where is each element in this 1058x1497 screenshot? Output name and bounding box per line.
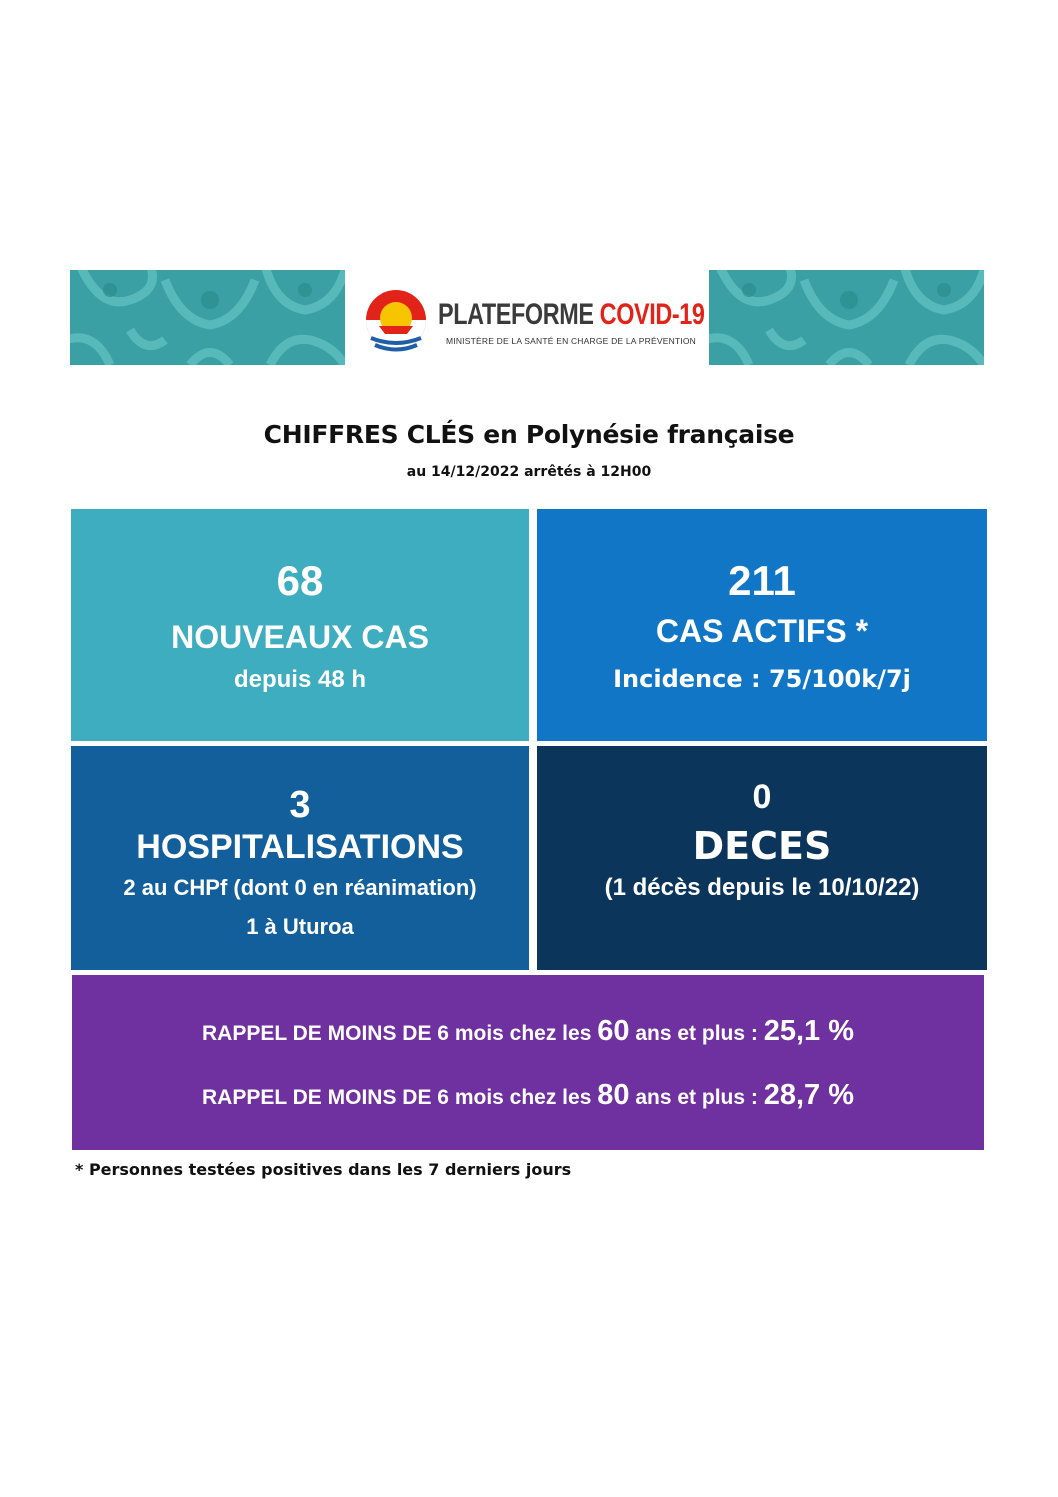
new-cases-detail: depuis 48 h (233, 666, 367, 693)
brand-name: PLATEFORME COVID-19 (438, 298, 705, 331)
tile-booster (72, 975, 984, 1150)
header-banner (70, 270, 983, 365)
active-cases-label: CAS ACTIFS * (655, 613, 869, 649)
polynesian-pattern-left (70, 270, 345, 365)
tile-deaths (537, 746, 987, 970)
booster-row-80 (72, 1079, 984, 1112)
footnote: * Personnes testées positives dans les 7 derniers jours (75, 1160, 572, 1179)
hospitalisations-value: 3 (289, 784, 311, 826)
booster-80-prefix: RAPPEL DE MOINS DE 6 mois chez les (201, 1086, 592, 1109)
page-title: CHIFFRES CLÉS en Polynésie française (263, 420, 795, 449)
report-date: au 14/12/2022 arrêtés à 12H00 (406, 464, 652, 480)
polynesian-pattern-right (709, 270, 984, 365)
booster-60-value: 25,1 % (763, 1015, 855, 1047)
deaths-value: 0 (752, 778, 772, 816)
polynesia-emblem-icon (365, 284, 427, 356)
booster-60-suffix: ans et plus : (635, 1022, 758, 1045)
active-cases-value: 211 (728, 557, 796, 604)
brand-subtitle: MINISTÈRE DE LA SANTÉ EN CHARGE DE LA PRÉVENTION (446, 336, 697, 346)
uturoa-detail: 1 à Uturoa (246, 914, 354, 939)
chpf-detail: 2 au CHPf (dont 0 en réanimation) (123, 875, 477, 900)
booster-60-prefix: RAPPEL DE MOINS DE 6 mois chez les (201, 1022, 592, 1045)
booster-60-age: 60 (597, 1015, 630, 1047)
new-cases-value: 68 (276, 557, 324, 604)
deaths-label: DECES (692, 824, 832, 868)
new-cases-label: NOUVEAUX CAS (171, 619, 429, 655)
tile-hospitalisations (71, 746, 529, 970)
tile-new-cases (71, 509, 529, 741)
booster-80-suffix: ans et plus : (635, 1086, 758, 1109)
booster-80-value: 28,7 % (763, 1079, 855, 1111)
booster-80-age: 80 (597, 1079, 630, 1111)
hospitalisations-label: HOSPITALISATIONS (136, 828, 464, 866)
booster-row-60 (72, 1015, 984, 1048)
incidence-rate: Incidence : 75/100k/7j (613, 665, 911, 693)
tile-active-cases (537, 509, 987, 741)
platform-logo (360, 278, 705, 358)
deaths-detail: (1 décès depuis le 10/10/22) (604, 874, 920, 901)
